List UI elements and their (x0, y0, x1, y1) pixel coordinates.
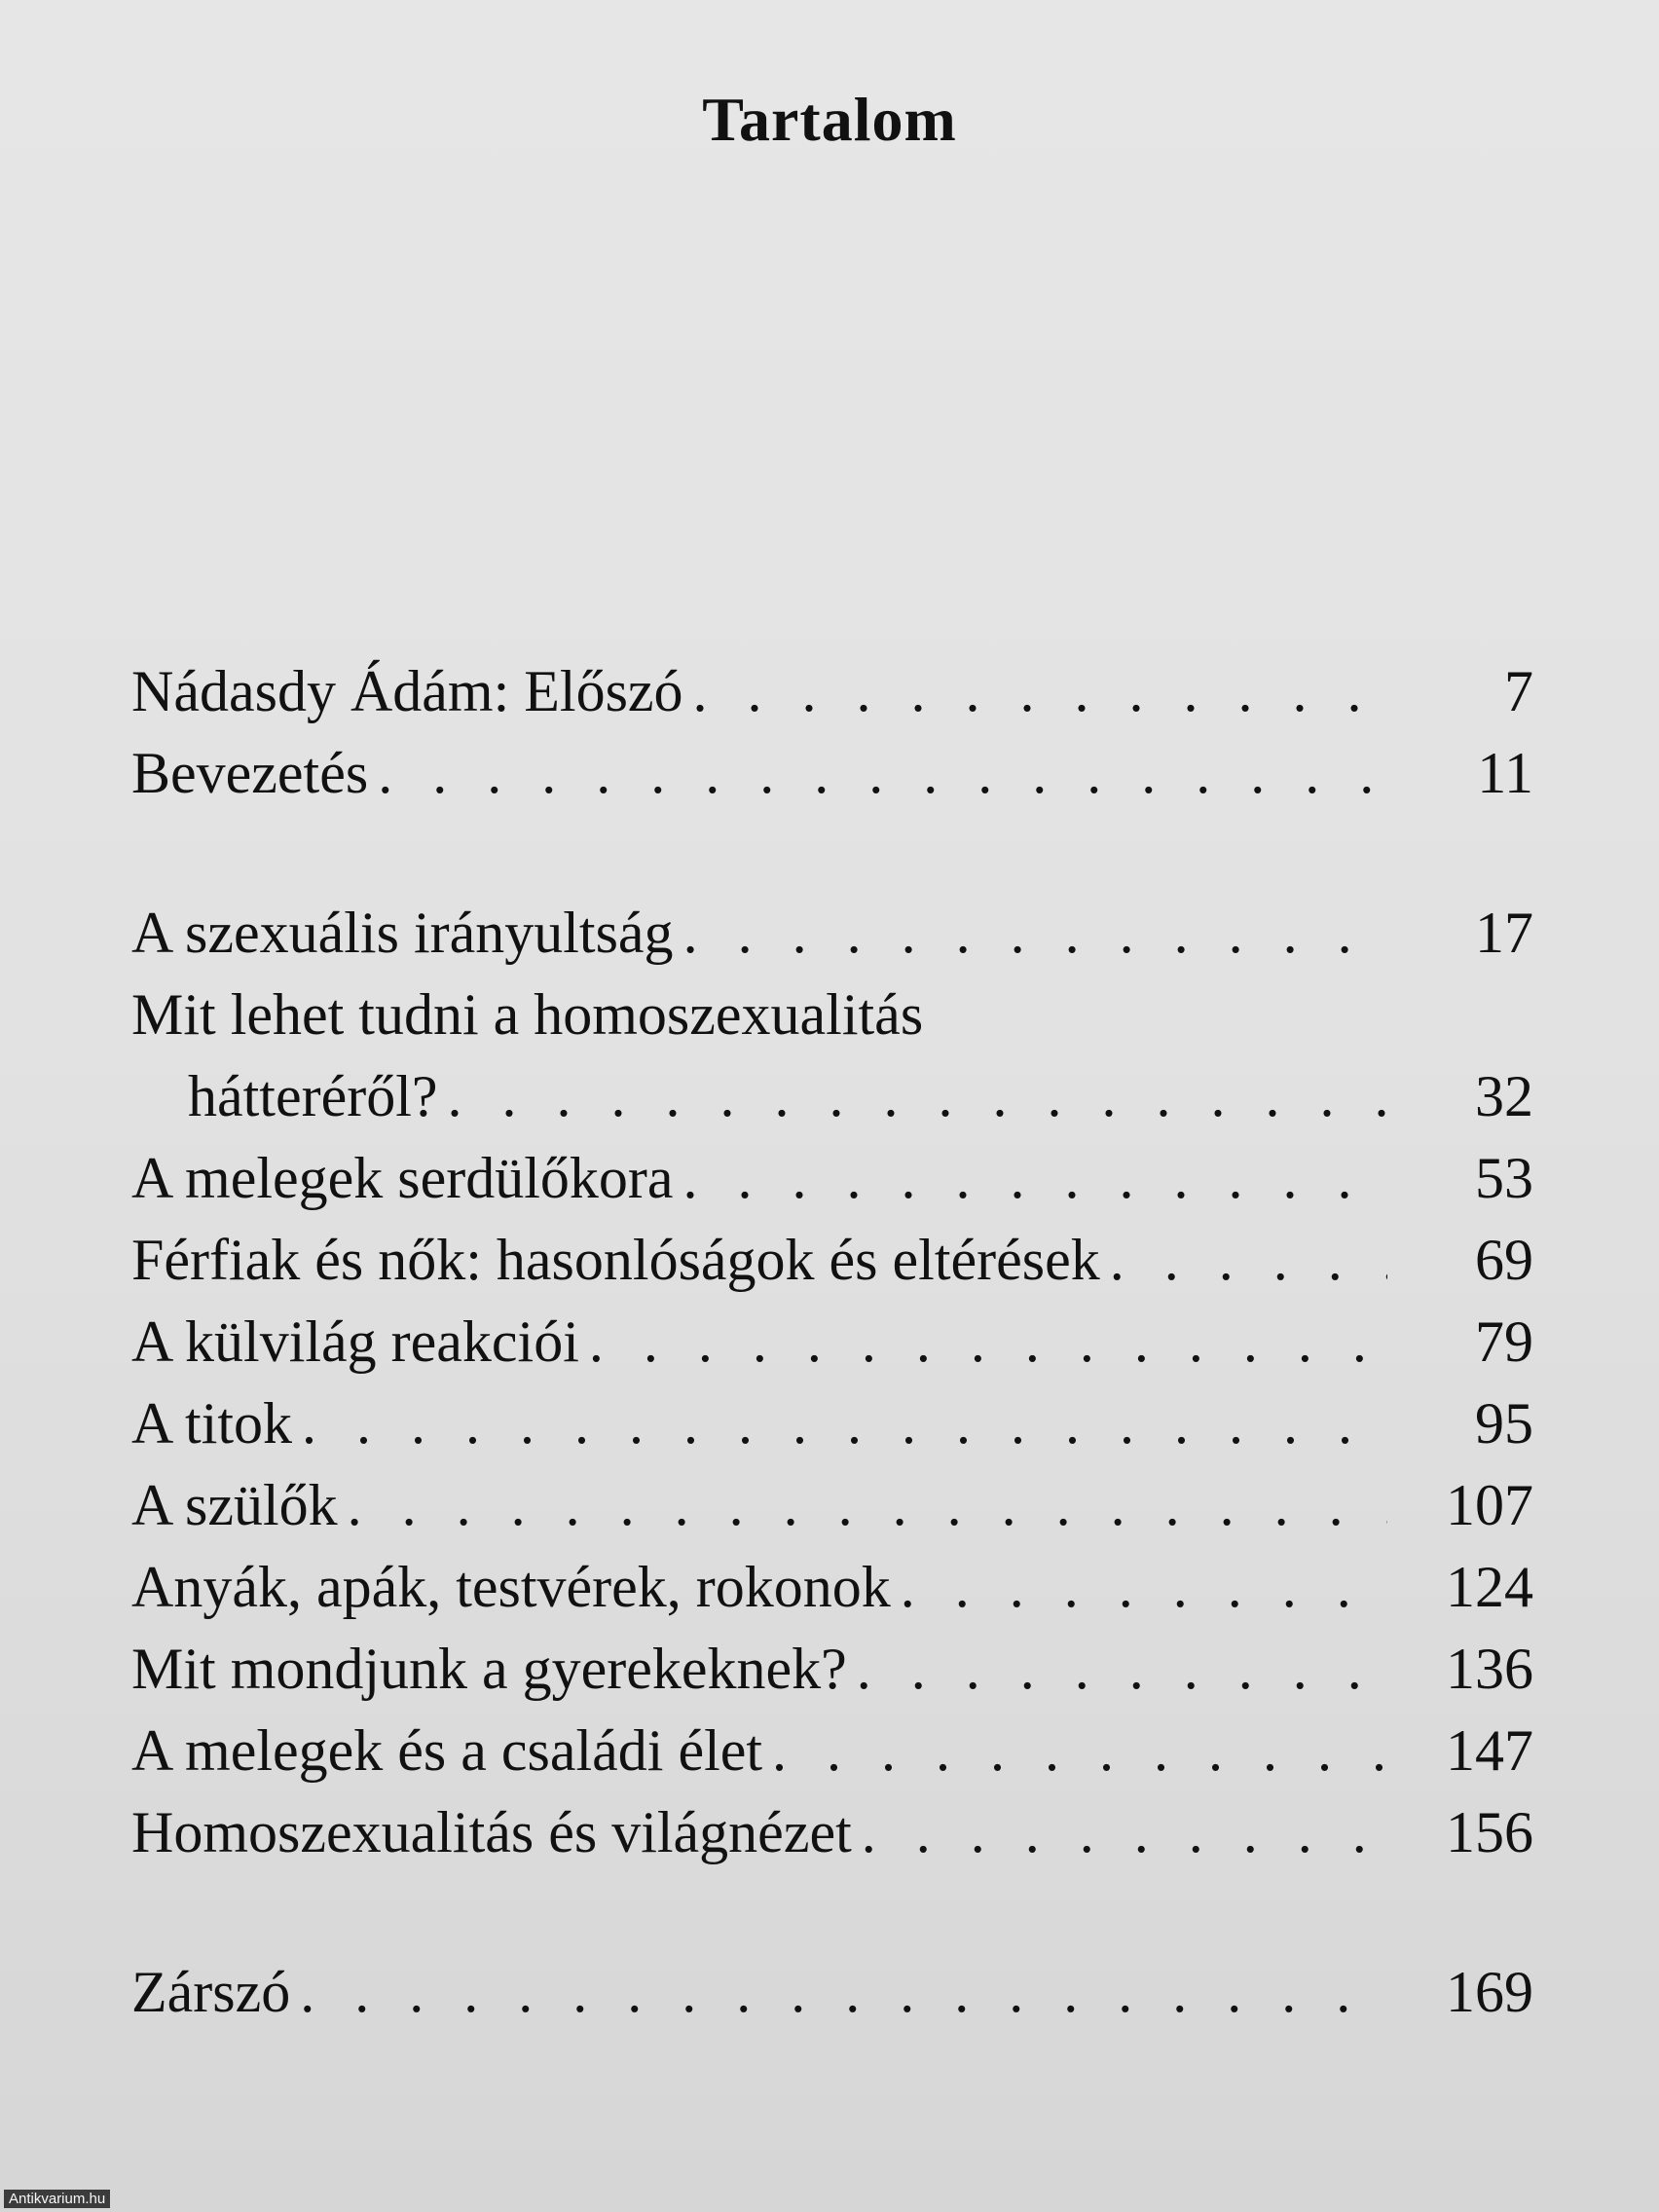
toc-leader-dots (438, 1055, 1388, 1137)
toc-entry-homoszexualitas-line2 (131, 1055, 1533, 1137)
toc-entry-iranyultsag (131, 892, 1533, 974)
toc-entry-page: 169 (1446, 1960, 1533, 2024)
watermark: Antikvarium.hu (4, 2190, 110, 2208)
toc-leader-dots (579, 1301, 1387, 1382)
toc-entry-gyerekeknek (131, 1628, 1533, 1710)
toc-entry-page: 136 (1446, 1637, 1533, 1701)
toc-entry-page: 7 (1504, 659, 1533, 723)
toc-entry-title: Zárszó (131, 1960, 291, 2024)
toc-leader-dots (891, 1546, 1387, 1628)
toc-entry-eloszo (131, 650, 1533, 732)
toc-leader-dots (338, 1464, 1387, 1546)
toc-entry-page: 107 (1446, 1473, 1533, 1537)
toc-entry-bevezetes (131, 732, 1533, 814)
toc-entry-titok (131, 1382, 1533, 1464)
toc-entry-page: 95 (1475, 1391, 1533, 1456)
toc-leader-dots (368, 732, 1387, 814)
toc-leader-dots (290, 1951, 1387, 2033)
toc-entry-title: Bevezetés (131, 741, 369, 805)
toc-entry-title: Nádasdy Ádám: Előszó (131, 659, 683, 723)
toc-entry-page: 156 (1446, 1800, 1533, 1864)
toc-entry-title: A titok (131, 1391, 293, 1456)
toc-entry-anyak-apak (131, 1546, 1533, 1628)
toc-entry-kulvilag (131, 1301, 1533, 1382)
table-of-contents (131, 650, 1533, 2033)
toc-entry-page: 147 (1446, 1718, 1533, 1783)
toc-entry-title: Mit mondjunk a gyerekeknek? (131, 1637, 847, 1701)
toc-leader-dots (674, 1137, 1388, 1219)
toc-entry-page: 32 (1475, 1064, 1533, 1128)
toc-leader-dots (847, 1628, 1387, 1710)
toc-leader-dots (1100, 1219, 1387, 1301)
page-title: Tartalom (702, 85, 957, 154)
toc-entry-serdulokora (131, 1137, 1533, 1219)
toc-entry-title: A külvilág reakciói (131, 1309, 579, 1374)
toc-entry-szulok (131, 1464, 1533, 1546)
section-gap (131, 814, 1533, 892)
toc-leader-dots (762, 1710, 1387, 1791)
section-gap (131, 1873, 1533, 1951)
toc-entry-title: Homoszexualitás és világnézet (131, 1800, 852, 1864)
toc-entry-title: Anyák, apák, testvérek, rokonok (131, 1555, 891, 1619)
toc-leader-dots (852, 1791, 1387, 1873)
toc-entry-homoszexualitas-line1 (131, 974, 1533, 1055)
toc-entry-title: A melegek és a családi élet (131, 1718, 763, 1783)
toc-entry-title: A szexuális irányultság (131, 901, 674, 965)
toc-entry-page: 79 (1475, 1309, 1533, 1374)
toc-entry-ferfiak-es-nok (131, 1219, 1533, 1301)
toc-entry-page: 17 (1475, 901, 1533, 965)
toc-entry-page: 69 (1475, 1228, 1533, 1292)
toc-entry-csaladi-elet (131, 1710, 1533, 1791)
toc-entry-page: 124 (1446, 1555, 1533, 1619)
toc-leader-dots (292, 1382, 1387, 1464)
toc-entry-title: hátteréről? (188, 1064, 438, 1128)
toc-entry-page: 53 (1475, 1146, 1533, 1210)
toc-entry-title: A melegek serdülőkora (131, 1146, 674, 1210)
toc-leader-dots (683, 650, 1387, 732)
toc-entry-page: 11 (1477, 741, 1533, 805)
toc-leader-dots (674, 892, 1387, 974)
toc-entry-zarszo (131, 1951, 1533, 2033)
toc-entry-title: Férfiak és nők: hasonlóságok és eltérések (131, 1228, 1100, 1292)
toc-entry-title: A szülők (131, 1473, 338, 1537)
toc-entry-title: Mit lehet tudni a homoszexualitás (131, 982, 924, 1047)
toc-entry-vilagnezet (131, 1791, 1533, 1873)
